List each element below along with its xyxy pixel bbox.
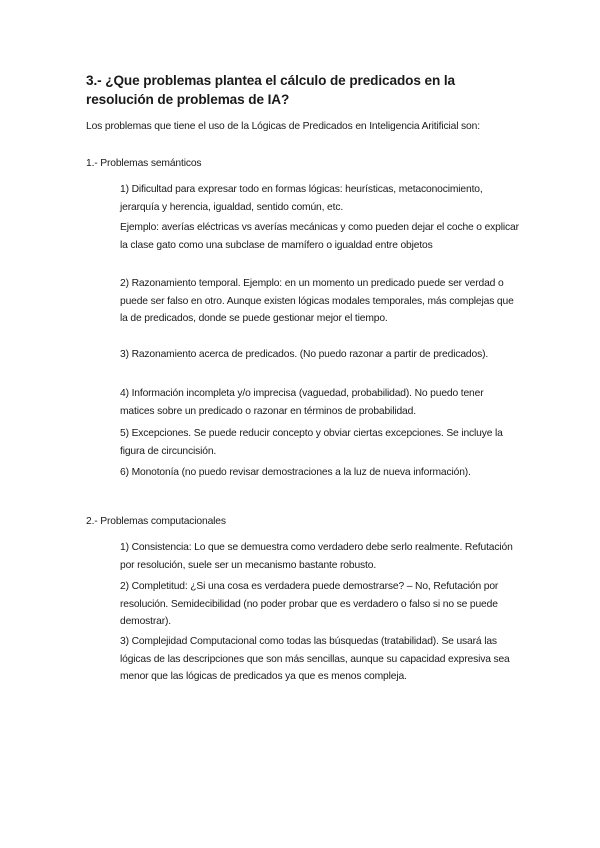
section-heading-computational: 2.- Problemas computacionales <box>86 516 226 527</box>
computational-item-1: 1) Consistencia: Lo que se demuestra como verdadero debe serlo realmente. Refutación por resolución, suele ser un mecanismo bastante robusto. <box>120 542 513 571</box>
semantic-example: Ejemplo: averías eléctricas vs averías mecánicas y como pueden dejar el coche o explicar la clase gato como una subclase de mamífero o igualdad entre objetos <box>120 222 519 251</box>
semantic-item-1: 1) Dificultad para expresar todo en formas lógicas: heurísticas, metaconocimiento, jerarquía y herencia, igualdad, sentido común, etc. <box>120 184 483 213</box>
section-heading-semantic: 1.- Problemas semánticos <box>86 158 202 169</box>
intro-paragraph: Los problemas que tiene el uso de la Lógicas de Predicados en Inteligencia Aritificial son: <box>86 121 480 132</box>
computational-item-2: 2) Completitud: ¿Si una cosa es verdadera puede demostrarse? – No, Refutación por resolución. Semidecibilidad (no poder probar que es verdadero o falso si no se puede demostrar). <box>120 581 499 628</box>
semantic-item-5: 5) Excepciones. Se puede reducir concepto y obviar ciertas excepciones. Se incluye la figura de circuncisión. <box>120 428 503 457</box>
semantic-item-2: 2) Razonamiento temporal. Ejemplo: en un momento un predicado puede ser verdad o puede ser falso en otro. Aunque existen lógicas modales temporales, más complejas que la de predicados, donde se puede gestionar mejor el tiempo. <box>120 278 514 325</box>
computational-item-3: 3) Complejidad Computacional como todas las búsquedas (tratabilidad). Se usará las lógicas de las descripciones que son más sencillas, aunque su capacidad expresiva sea menor que las lógicas de predicados ya que es menos compleja. <box>120 636 510 683</box>
question-title: 3.- ¿Que problemas plantea el cálculo de predicados en la resolución de problemas de IA? <box>86 73 455 107</box>
semantic-item-4: 4) Información incompleta y/o imprecisa (vaguedad, probabilidad). No puedo tener matices sobre un predicado o razonar en términos de probabilidad. <box>120 388 484 417</box>
semantic-item-3: 3) Razonamiento acerca de predicados. (No puedo razonar a partir de predicados). <box>120 349 489 360</box>
semantic-item-6: 6) Monotonía (no puedo revisar demostraciones a la luz de nueva información). <box>120 467 471 478</box>
